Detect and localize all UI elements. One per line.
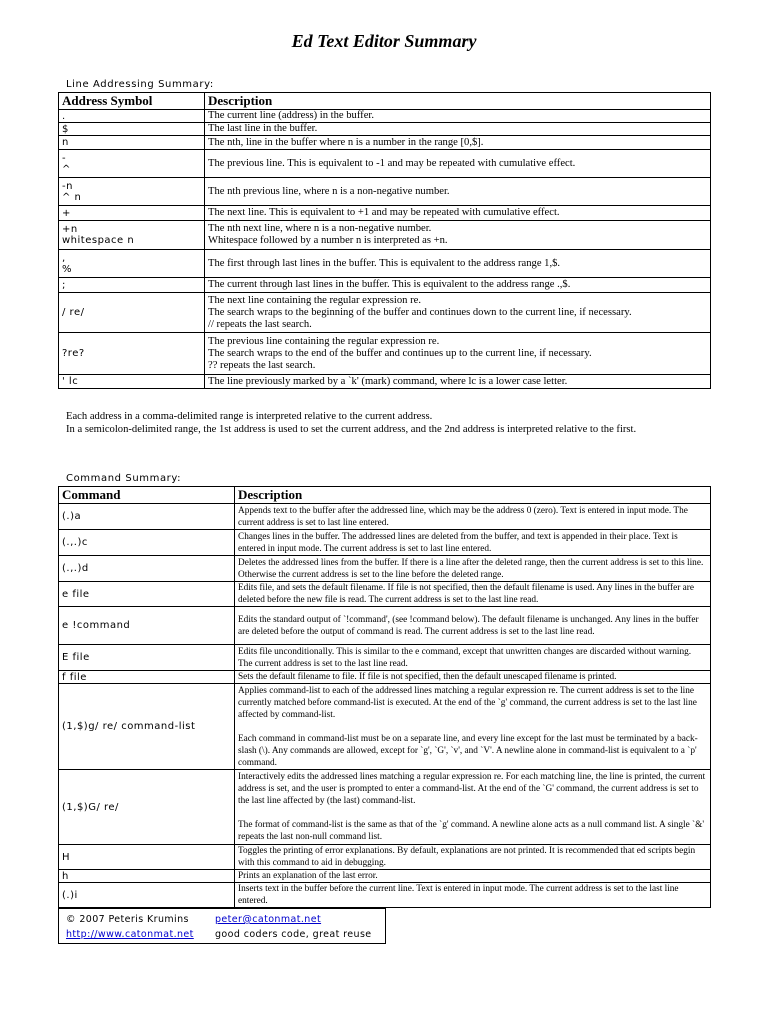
- command-description: Interactively edits the addressed lines matching a regular expression re. For each matching line, the line is printed, the current address is set, and the user is prompted to enter a command-list. At the end of the `G' command, the current address is set to the last line affected by (the last) command-list. The format of command-list is the same as that of the `g' command. A newline alone acts as a null command list. A single `&' repeats the last non-null command list.: [235, 770, 711, 845]
- address-description: The current line (address) in the buffer.: [205, 110, 711, 123]
- address-description: The nth previous line, where n is a non-negative number.: [205, 178, 711, 206]
- address-symbol: / re/: [59, 293, 205, 333]
- command-name: H: [59, 845, 235, 870]
- command-name: f file: [59, 671, 235, 684]
- column-header-description: Description: [205, 93, 711, 110]
- command-summary-table: [58, 486, 711, 908]
- table-row: [59, 278, 711, 293]
- table-header-row: [59, 487, 711, 504]
- address-symbol: +n whitespace n: [59, 221, 205, 250]
- command-description: Edits file, and sets the default filename. If file is not specified, then the default filename is used. Any lines in the buffer are deleted before the new file is read. The current address is set to the last line read.: [235, 582, 711, 607]
- address-description: The nth, line in the buffer where n is a number in the range [0,$].: [205, 136, 711, 150]
- address-symbol: ?re?: [59, 333, 205, 375]
- address-description: The nth next line, where n is a non-negative number. Whitespace followed by a number n is interpreted as +n.: [205, 221, 711, 250]
- table-row: [59, 684, 711, 770]
- address-description: The line previously marked by a `k' (mark) command, where lc is a lower case letter.: [205, 375, 711, 389]
- command-name: (.,.)c: [59, 530, 235, 556]
- table-row: [59, 150, 711, 178]
- table-row: [59, 110, 711, 123]
- command-name: e file: [59, 582, 235, 607]
- table-row: [59, 770, 711, 845]
- address-symbol: n: [59, 136, 205, 150]
- table-row: [59, 607, 711, 645]
- command-description: Sets the default filename to file. If file is not specified, then the default unescaped filename is printed.: [235, 671, 711, 684]
- footer-slogan: good coders code, great reuse: [215, 929, 372, 940]
- page-title: Ed Text Editor Summary: [291, 31, 477, 51]
- note-comma-range: Each address in a comma-delimited range is interpreted relative to the current address.: [66, 411, 433, 422]
- table-row: [59, 883, 711, 908]
- footer-website-link[interactable]: http://www.catonmat.net: [66, 929, 194, 940]
- table-row: [59, 123, 711, 136]
- column-header-command: Command: [59, 487, 235, 504]
- column-header-address-symbol: Address Symbol: [59, 93, 205, 110]
- address-symbol: ;: [59, 278, 205, 293]
- note-semicolon-range: In a semicolon-delimited range, the 1st address is used to set the current address, and the 2nd address is interpreted relative to the first.: [66, 424, 637, 435]
- command-name: e !command: [59, 607, 235, 645]
- command-name: (1,$)g/ re/ command-list: [59, 684, 235, 770]
- table-row: [59, 136, 711, 150]
- address-symbol: .: [59, 110, 205, 123]
- table-row: [59, 845, 711, 870]
- address-description: The next line. This is equivalent to +1 and may be repeated with cumulative effect.: [205, 206, 711, 221]
- footer-copyright: © 2007 Peteris Krumins: [66, 914, 189, 925]
- command-description: Appends text to the buffer after the addressed line, which may be the address 0 (zero). Text is entered in input mode. The current address is set to last line entered.: [235, 504, 711, 530]
- table-header-row: [59, 93, 711, 110]
- command-description: Inserts text in the buffer before the current line. Text is entered in input mode. The current address is set to the last line entered.: [235, 883, 711, 908]
- address-description: The first through last lines in the buffer. This is equivalent to the address range 1,$.: [205, 250, 711, 278]
- address-symbol: +: [59, 206, 205, 221]
- command-name: h: [59, 870, 235, 883]
- address-range-notes: [66, 410, 746, 436]
- table-row: [59, 375, 711, 389]
- address-symbol: $: [59, 123, 205, 136]
- command-description: Applies command-list to each of the addressed lines matching a regular expression re. The current address is set to the line currently matched before command-list is executed. At the end of the `g' command, the current address is set to the last line affected by command-list. Each command in command-list must be on a separate line, and every line except for the last must be terminated by a back-slash (\). Any commands are allowed, except for `g', `G', `v', and `V'. A newline alone in command-list is equivalent to a `p' command.: [235, 684, 711, 770]
- command-description: Changes lines in the buffer. The addressed lines are deleted from the buffer, and text is appended in their place. Text is entered in input mode. The current address is set to last line entered.: [235, 530, 711, 556]
- command-name: (1,$)G/ re/: [59, 770, 235, 845]
- command-description: Prints an explanation of the last error.: [235, 870, 711, 883]
- command-description: Toggles the printing of error explanations. By default, explanations are not printed. It is recommended that ed scripts begin with this command to aid in debugging.: [235, 845, 711, 870]
- command-description: Edits file unconditionally. This is similar to the e command, except that unwritten changes are discarded without warning. The current address is set to the last line read.: [235, 645, 711, 671]
- footer-email-link[interactable]: peter@catonmat.net: [215, 914, 322, 925]
- command-name: (.,.)d: [59, 556, 235, 582]
- table-row: [59, 556, 711, 582]
- command-description: Deletes the addressed lines from the buffer. If there is a line after the deleted range, then the current address is set to this line. Otherwise the current address is set to the line before the deleted range.: [235, 556, 711, 582]
- address-description: The last line in the buffer.: [205, 123, 711, 136]
- table-row: [59, 333, 711, 375]
- table-row: [59, 206, 711, 221]
- address-symbol: , %: [59, 250, 205, 278]
- table-row: [59, 178, 711, 206]
- address-symbol: -n ^ n: [59, 178, 205, 206]
- table-row: [59, 645, 711, 671]
- address-symbol: ' lc: [59, 375, 205, 389]
- address-description: The next line containing the regular expression re. The search wraps to the beginning of the buffer and continues down to the current line, if necessary. // repeats the last search.: [205, 293, 711, 333]
- table-row: [59, 221, 711, 250]
- column-header-description: Description: [235, 487, 711, 504]
- table-row: [59, 582, 711, 607]
- command-name: (.)i: [59, 883, 235, 908]
- address-description: The current through last lines in the buffer. This is equivalent to the address range .,$.: [205, 278, 711, 293]
- command-name: (.)a: [59, 504, 235, 530]
- address-description: The previous line containing the regular expression re. The search wraps to the end of the buffer and continues up to the current line, if necessary. ?? repeats the last search.: [205, 333, 711, 375]
- table-row: [59, 671, 711, 684]
- line-addressing-caption: Line Addressing Summary:: [66, 79, 214, 90]
- table-row: [59, 504, 711, 530]
- table-row: [59, 250, 711, 278]
- line-addressing-table: [58, 92, 711, 389]
- command-description: Edits the standard output of `!command', (see !command below). The default filename is unchanged. Any lines in the buffer are deleted before the output of command is read. The current address is set to the last line read.: [235, 607, 711, 645]
- table-row: [59, 870, 711, 883]
- table-row: [59, 530, 711, 556]
- command-name: E file: [59, 645, 235, 671]
- table-row: [59, 293, 711, 333]
- address-symbol: - ^: [59, 150, 205, 178]
- command-summary-caption: Command Summary:: [66, 473, 182, 484]
- address-description: The previous line. This is equivalent to -1 and may be repeated with cumulative effect.: [205, 150, 711, 178]
- footer-box: [58, 908, 386, 944]
